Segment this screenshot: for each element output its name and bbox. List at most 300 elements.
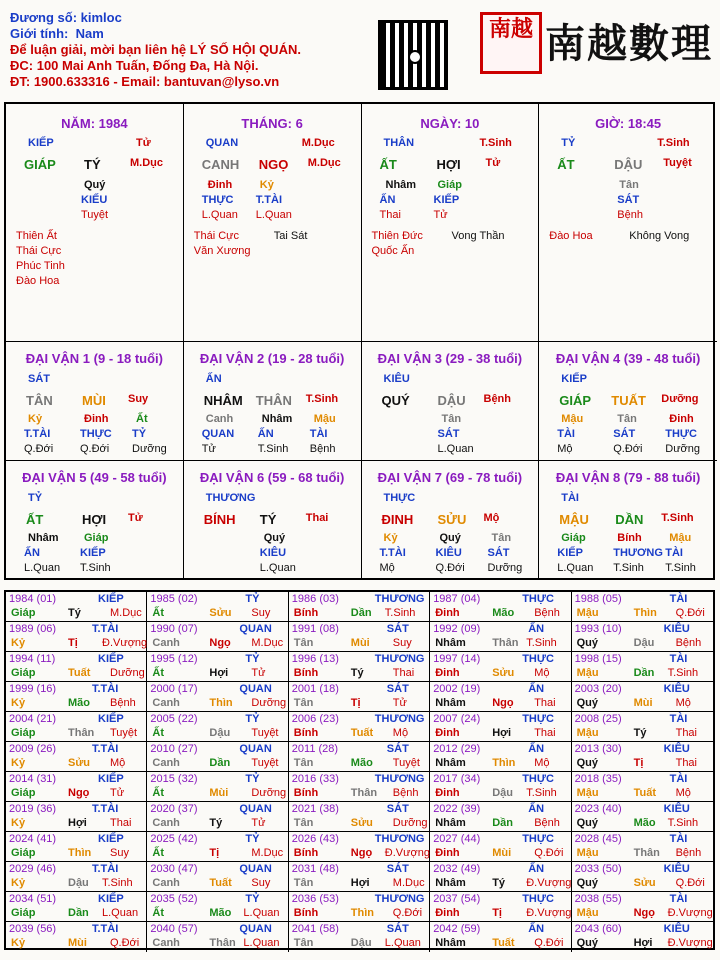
year-cell[interactable] (289, 772, 430, 802)
year-cell[interactable] (289, 832, 430, 862)
year-label: 1990 (07) (150, 623, 198, 635)
heavenly-stem: GIÁP (24, 157, 56, 172)
stage: T.Sinh (479, 137, 512, 149)
dai-van-title: ĐẠI VẬN 5 (49 - 58 tuổi) (22, 470, 167, 485)
year-cell[interactable] (430, 652, 571, 682)
year-god: KIÊU (663, 923, 690, 935)
year-stem: Tân (293, 817, 314, 829)
year-table (4, 590, 715, 950)
year-stage: M.Dục (392, 877, 425, 889)
year-branch: Mùi (633, 697, 653, 709)
year-cell[interactable] (572, 742, 713, 772)
year-label: 1988 (05) (574, 593, 622, 605)
year-stage: Thai (675, 757, 697, 769)
year-label: 2032 (49) (433, 863, 481, 875)
year-stem: Kỷ (11, 937, 26, 949)
year-god: KIẾP (98, 653, 124, 665)
year-stem: Quý (576, 637, 598, 649)
dai-van-cell[interactable] (539, 461, 717, 580)
year-god: QUAN (239, 743, 272, 755)
year-stage: Thai (392, 667, 415, 679)
year-stage: Bệnh (534, 817, 560, 829)
chart-grid (4, 102, 715, 580)
year-label: 2023 (40) (574, 803, 622, 815)
earthly-branch: MÙI (82, 393, 106, 408)
year-label: 2026 (43) (291, 833, 339, 845)
year-cell[interactable] (6, 712, 147, 742)
year-cell[interactable] (147, 772, 288, 802)
year-cell[interactable] (289, 742, 430, 772)
pillar-title: GIỜ: 18:45 (595, 116, 662, 131)
year-god: T.TÀI (92, 863, 119, 875)
year-stage: Suy (251, 877, 271, 889)
year-label: 2039 (56) (9, 923, 57, 935)
year-stem: Mậu (576, 607, 599, 619)
pillar-title: NĂM: 1984 (61, 116, 128, 131)
year-cell[interactable] (289, 712, 430, 742)
year-cell[interactable] (572, 592, 713, 622)
year-stem: Đinh (435, 667, 460, 679)
owner-info (10, 10, 350, 90)
year-label: 2019 (36) (9, 803, 57, 815)
hidden-god: QUAN (201, 428, 235, 440)
year-stem: Kỷ (11, 877, 26, 889)
year-label: 2013 (30) (574, 743, 622, 755)
hidden-god: TÀI (309, 428, 328, 440)
year-cell[interactable] (6, 832, 147, 862)
year-cell[interactable] (289, 862, 430, 892)
year-stage: Q.Đới (110, 937, 140, 949)
dai-van-cell[interactable] (184, 342, 362, 461)
year-stem: Đinh (435, 607, 460, 619)
star-right: Vong Thần (451, 230, 505, 242)
year-stage: Thai (110, 817, 132, 829)
year-branch: Dần (633, 667, 655, 679)
year-god: TÀI (669, 653, 688, 665)
ten-god: QUAN (205, 137, 239, 149)
year-stem: Giáp (11, 607, 36, 619)
year-branch: Dậu (209, 727, 231, 739)
year-label: 2036 (53) (291, 893, 339, 905)
year-branch: Dần (492, 817, 513, 829)
year-label: 2031 (48) (291, 863, 339, 875)
year-stem: Mậu (576, 847, 599, 859)
branch-stage: Tử (128, 512, 143, 524)
year-god: ẤN (528, 803, 545, 815)
hidden-god: ẤN (24, 547, 40, 559)
year-cell[interactable] (6, 742, 147, 772)
hidden-god: ẤN (379, 194, 396, 206)
heavenly-stem: ẤT (557, 157, 575, 172)
year-cell[interactable] (572, 922, 713, 952)
year-label: 2043 (60) (574, 923, 622, 935)
year-cell[interactable] (572, 652, 713, 682)
year-cell[interactable] (572, 802, 713, 832)
year-branch: Tuất (492, 937, 515, 949)
year-god: THƯƠNG (374, 833, 425, 845)
hidden-stage: L.Quan (201, 209, 238, 221)
year-cell[interactable] (289, 682, 430, 712)
year-label: 1996 (13) (291, 653, 339, 665)
star-left: Thái Cực (193, 230, 240, 242)
hidden-stage: Q.Đới (613, 443, 643, 455)
year-label: 2017 (34) (433, 773, 481, 785)
year-label: 2038 (55) (574, 893, 622, 905)
year-branch: Thân (209, 937, 236, 949)
year-branch: Hợi (68, 817, 87, 829)
year-cell[interactable] (430, 682, 571, 712)
year-stage: Suy (392, 637, 412, 649)
brand-logo: 南越數理 (545, 20, 713, 67)
year-god: SÁT (386, 743, 409, 755)
year-stage: L.Quan (384, 937, 421, 949)
year-god: TÀI (669, 593, 688, 605)
hidden-god: T.TÀI (24, 428, 51, 440)
year-god: ẤN (528, 923, 545, 935)
year-cell[interactable] (147, 862, 288, 892)
year-cell[interactable] (572, 712, 713, 742)
year-god: THỰC (522, 653, 554, 665)
star-right: Không Vong (629, 230, 690, 242)
heavenly-stem: ẤT (26, 512, 44, 527)
year-branch: Thân (633, 847, 660, 859)
year-stem: Tân (293, 637, 314, 649)
year-cell[interactable] (572, 832, 713, 862)
year-god: TỶ (245, 713, 260, 725)
year-cell[interactable] (147, 622, 288, 652)
year-cell[interactable] (572, 682, 713, 712)
hidden-stem: Kỷ (259, 179, 274, 191)
star-left: Quốc Ấn (371, 245, 415, 257)
dai-van-cell[interactable] (184, 461, 362, 580)
hidden-god: THỰC (665, 428, 697, 440)
year-branch: Tị (209, 847, 220, 859)
year-stem: Đinh (435, 847, 460, 859)
year-label: 1984 (01) (9, 593, 57, 605)
year-stage: Mộ (675, 787, 691, 799)
pillar-cell[interactable] (6, 104, 184, 342)
year-stem: Bính (293, 787, 319, 799)
year-label: 2020 (37) (150, 803, 198, 815)
year-stem: Canh (152, 637, 180, 649)
year-cell[interactable] (147, 922, 288, 952)
year-stem: Nhâm (435, 937, 466, 949)
year-cell[interactable] (6, 802, 147, 832)
pillar-cell[interactable] (184, 104, 362, 342)
year-stage: T.Sinh (667, 817, 699, 829)
year-label: 2011 (28) (291, 743, 339, 755)
heavenly-stem: BÍNH (203, 512, 236, 527)
star-left: Đào Hoa (16, 275, 60, 287)
year-cell[interactable] (147, 892, 288, 922)
year-god: TỶ (245, 653, 260, 665)
year-branch: Dần (68, 907, 89, 919)
year-stage: Bệnh (392, 787, 419, 799)
dai-van-cell[interactable] (6, 461, 184, 580)
hidden-stem: Tân (617, 413, 637, 425)
year-stem: Kỷ (11, 757, 26, 769)
year-stage: Thai (675, 727, 697, 739)
year-branch: Thìn (350, 907, 375, 919)
year-label: 1998 (15) (574, 653, 622, 665)
year-label: 2037 (54) (433, 893, 481, 905)
year-cell[interactable] (572, 862, 713, 892)
year-cell[interactable] (430, 712, 571, 742)
year-cell[interactable] (430, 772, 571, 802)
year-label: 2030 (47) (150, 863, 198, 875)
hidden-stem: Bính (617, 532, 642, 544)
year-cell[interactable] (430, 892, 571, 922)
year-stage: Bệnh (534, 607, 560, 619)
year-branch: Thân (350, 787, 378, 799)
year-cell[interactable] (289, 652, 430, 682)
hidden-god: SÁT (613, 428, 636, 440)
hidden-stage: Dưỡng (487, 562, 523, 574)
year-cell[interactable] (289, 892, 430, 922)
hidden-god: T.TÀI (379, 547, 406, 559)
year-god: KIẾP (98, 893, 124, 905)
dai-van-title: ĐẠI VẬN 8 (79 - 88 tuổi) (555, 470, 701, 485)
pillar-cell[interactable] (362, 104, 540, 342)
year-branch: Tuất (633, 787, 656, 799)
year-god: ẤN (528, 623, 545, 635)
year-stage: T.Sinh (667, 667, 699, 679)
year-stage: T.Sinh (526, 637, 557, 649)
hidden-stage: L.Quan (557, 562, 594, 574)
ten-god: KIẾP (28, 137, 54, 149)
hidden-stage: L.Quan (437, 443, 474, 455)
hidden-stem: Nhâm (28, 532, 59, 544)
year-stem: Quý (576, 817, 598, 829)
year-god: QUAN (239, 923, 272, 935)
year-stem: Mậu (576, 727, 599, 739)
year-stage: Đ.Vượng (526, 907, 572, 919)
qr-code-icon[interactable] (378, 20, 448, 90)
year-cell[interactable] (147, 652, 288, 682)
hidden-stem: Kỷ (383, 532, 398, 544)
year-god: TÀI (669, 833, 688, 845)
year-label: 1999 (16) (9, 683, 57, 695)
year-branch: Thìn (492, 757, 516, 769)
year-stage: T.Sinh (526, 787, 557, 799)
year-stem: Nhâm (435, 637, 466, 649)
year-stage: Tử (251, 667, 266, 679)
phone-email: ĐT: 1900.633316 - Email: bantuvan@lyso.vn (10, 74, 280, 89)
year-cell[interactable] (430, 622, 571, 652)
year-branch: Mão (350, 757, 373, 769)
year-cell[interactable] (147, 832, 288, 862)
year-cell[interactable] (430, 832, 571, 862)
year-god: TỶ (245, 833, 260, 845)
earthly-branch: HỢI (82, 512, 107, 527)
ten-god: KIẾP (561, 373, 587, 385)
year-label: 2009 (26) (9, 743, 57, 755)
year-stem: Tân (293, 697, 314, 709)
year-stem: Đinh (435, 727, 460, 739)
year-cell[interactable] (430, 922, 571, 952)
year-cell[interactable] (6, 922, 147, 952)
year-cell[interactable] (289, 802, 430, 832)
year-stage: T.Sinh (384, 607, 416, 619)
year-branch: Thân (492, 637, 519, 649)
year-cell[interactable] (6, 892, 147, 922)
year-god: TÀI (669, 773, 688, 785)
year-label: 2008 (25) (574, 713, 622, 725)
gender: Giới tính: Nam (10, 26, 104, 41)
year-branch: Thìn (633, 607, 657, 619)
year-label: 2000 (17) (150, 683, 198, 695)
year-cell[interactable] (430, 592, 571, 622)
hidden-stage: Q.Đới (24, 443, 54, 455)
earthly-branch: NGỌ (258, 157, 289, 172)
earthly-branch: TUẤT (611, 393, 646, 408)
year-god: TỶ (245, 593, 260, 605)
hidden-god: TÀI (557, 428, 575, 440)
year-branch: Mão (209, 907, 232, 919)
year-cell[interactable] (430, 862, 571, 892)
year-label: 1987 (04) (433, 593, 481, 605)
year-branch: Mão (492, 607, 515, 619)
year-label: 2018 (35) (574, 773, 622, 785)
year-branch: Tuất (350, 727, 374, 739)
year-label: 2002 (19) (433, 683, 481, 695)
year-cell[interactable] (147, 592, 288, 622)
year-branch: Sửu (633, 877, 656, 889)
year-branch: Ngọ (633, 907, 655, 919)
hidden-stem: Mậu (313, 413, 336, 425)
year-cell[interactable] (147, 802, 288, 832)
year-branch: Dần (350, 607, 372, 619)
hidden-stage: L.Quan (259, 562, 296, 574)
year-cell[interactable] (289, 622, 430, 652)
year-branch: Mùi (68, 937, 87, 949)
hidden-stem: Kỷ (28, 413, 43, 425)
hidden-god: KIẾP (433, 194, 460, 206)
dai-van-cell[interactable] (362, 461, 540, 580)
year-label: 2021 (38) (291, 803, 339, 815)
year-god: ẤN (528, 863, 545, 875)
year-stage: Q.Đới (534, 937, 564, 949)
year-cell[interactable] (147, 682, 288, 712)
earthly-branch: DẬU (437, 393, 466, 408)
year-label: 1997 (14) (433, 653, 481, 665)
year-label: 2042 (59) (433, 923, 481, 935)
year-cell[interactable] (6, 622, 147, 652)
year-cell[interactable] (430, 802, 571, 832)
year-stage: Dưỡng (251, 787, 287, 799)
year-god: THƯƠNG (374, 713, 425, 725)
hidden-stem: Giáp (437, 179, 462, 191)
hidden-stem: Mậu (669, 532, 692, 544)
year-label: 2034 (51) (9, 893, 57, 905)
year-stage: Tuyệt (110, 727, 138, 739)
year-stage: Đ.Vượng (667, 937, 713, 949)
branch-stage: Thai (305, 512, 329, 524)
year-stage: Đ.Vượng (526, 877, 572, 889)
heavenly-stem: ĐINH (381, 512, 414, 527)
hidden-stage: T.Sinh (613, 562, 644, 574)
hidden-god: KIẾP (557, 547, 583, 559)
hidden-stem: Nhâm (385, 179, 417, 191)
year-stem: Canh (152, 757, 180, 769)
dai-van-title: ĐẠI VẬN 6 (59 - 68 tuổi) (199, 470, 345, 485)
pillar-cell[interactable] (539, 104, 717, 342)
year-stem: Ất (152, 907, 164, 919)
hidden-stage: Bệnh (617, 209, 643, 221)
year-cell[interactable] (6, 652, 147, 682)
year-label: 2015 (32) (150, 773, 198, 785)
year-god: T.TÀI (92, 623, 119, 635)
dai-van-cell[interactable] (362, 342, 540, 461)
hidden-god: SÁT (437, 428, 460, 440)
year-cell[interactable] (6, 772, 147, 802)
year-branch: Dậu (633, 637, 655, 649)
dai-van-cell[interactable] (6, 342, 184, 461)
year-stem: Kỷ (11, 697, 26, 709)
ten-god: THỰC (383, 492, 416, 504)
year-stem: Bính (293, 727, 319, 739)
year-branch: Thìn (209, 697, 233, 709)
year-label: 2022 (39) (433, 803, 481, 815)
year-cell[interactable] (147, 742, 288, 772)
year-branch: Ngọ (350, 847, 373, 859)
dai-van-title: ĐẠI VẬN 4 (39 - 48 tuổi) (555, 351, 701, 366)
year-cell[interactable] (147, 712, 288, 742)
branch-stage: Mộ (483, 512, 500, 524)
year-label: 2001 (18) (291, 683, 339, 695)
year-stage: Tử (251, 817, 266, 829)
year-branch: Tý (68, 607, 81, 619)
year-cell[interactable] (6, 592, 147, 622)
year-label: 1985 (02) (150, 593, 198, 605)
year-stem: Giáp (11, 907, 36, 919)
year-branch: Hợi (350, 877, 370, 889)
hidden-stage: L.Quan (24, 562, 61, 574)
year-god: KIÊU (663, 623, 690, 635)
year-branch: Mùi (209, 787, 229, 799)
dai-van-cell[interactable] (539, 342, 717, 461)
year-stem: Canh (152, 817, 180, 829)
year-stem: Giáp (11, 727, 36, 739)
year-cell[interactable] (289, 592, 430, 622)
year-god: THỰC (522, 773, 554, 785)
year-cell[interactable] (430, 742, 571, 772)
year-branch: Ngọ (68, 787, 90, 799)
hidden-stem: Quý (84, 179, 106, 191)
year-cell[interactable] (6, 862, 147, 892)
pillar-title: NGÀY: 10 (420, 116, 480, 131)
hidden-god: KIẾP (80, 547, 106, 559)
year-stem: Canh (152, 877, 180, 889)
year-cell[interactable] (572, 622, 713, 652)
year-cell[interactable] (289, 922, 430, 952)
hidden-god: THƯƠNG (613, 547, 663, 559)
year-cell[interactable] (6, 682, 147, 712)
year-stem: Nhâm (435, 697, 466, 709)
earthly-branch: TÝ (259, 512, 277, 527)
year-cell[interactable] (572, 892, 713, 922)
year-stem: Tân (293, 877, 314, 889)
hidden-god: THỰC (80, 428, 112, 440)
year-cell[interactable] (572, 772, 713, 802)
year-branch: Sửu (492, 667, 515, 679)
year-label: 2004 (21) (9, 713, 57, 725)
year-stem: Ất (152, 607, 164, 619)
year-god: ẤN (528, 683, 545, 695)
year-god: SÁT (386, 803, 409, 815)
ten-god: KIÊU (383, 373, 410, 385)
year-branch: Dần (209, 757, 231, 769)
